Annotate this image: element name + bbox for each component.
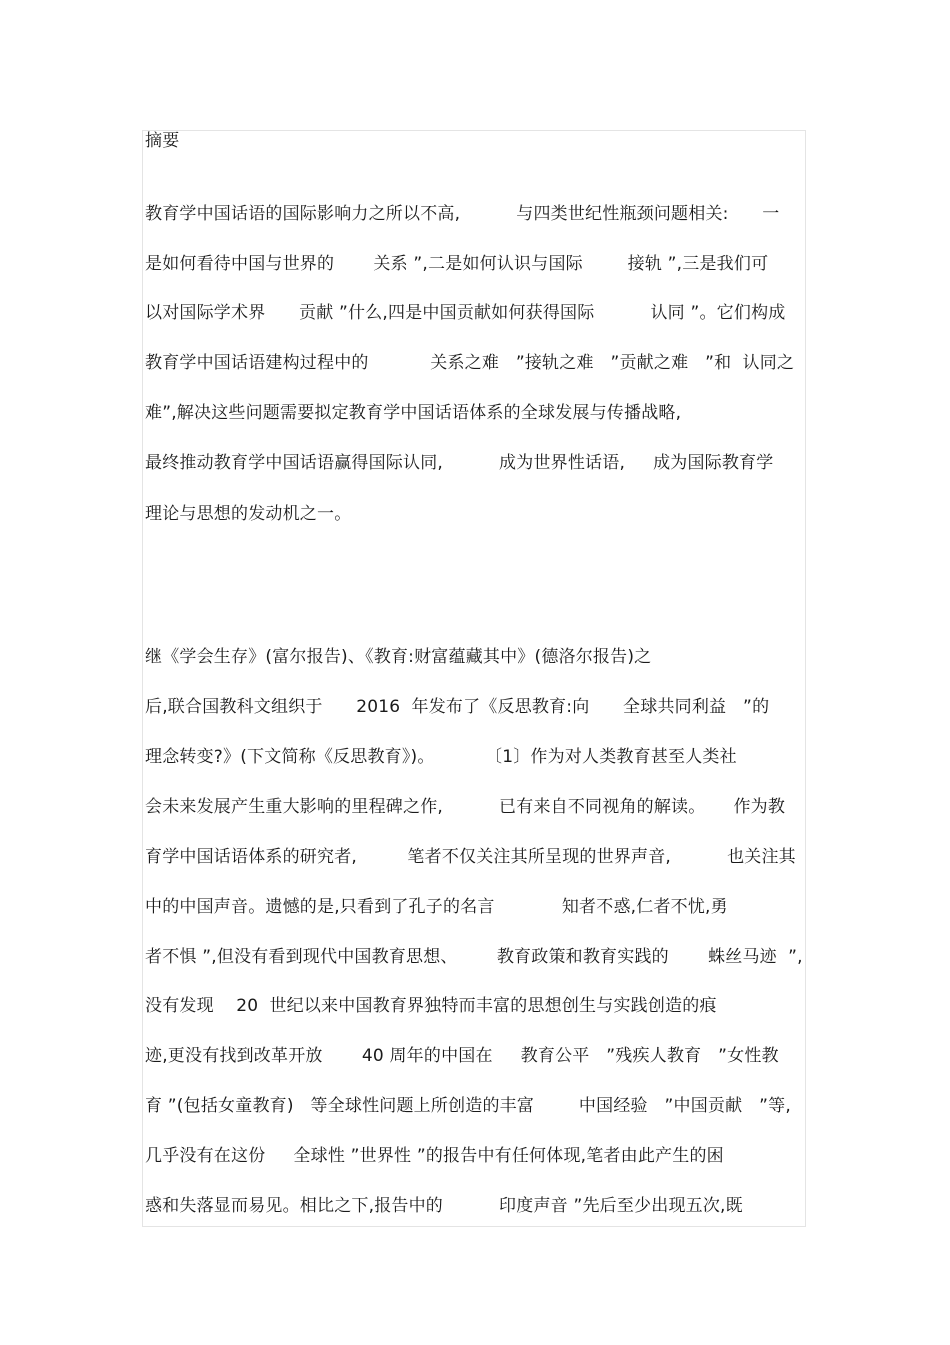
section-heading: 摘要 [145,131,180,151]
body-line: 惑和失落显而易见。相比之下,报告中的 印度声音 ”先后至少出现五次,既 [145,1196,743,1216]
body-line: 育学中国话语体系的研究者, 笔者不仅关注其所呈现的世界声音, 也关注其 [145,847,796,867]
body-line: 者不惧 ”,但没有看到现代中国教育思想、 教育政策和教育实践的 蛛丝马迹 ”, [145,947,803,967]
body-line: 迹,更没有找到改革开放 40 周年的中国在 教育公平 ”残疾人教育 ”女性教 [145,1046,779,1066]
abstract-line: 教育学中国话语建构过程中的 关系之难 ”接轨之难 ”贡献之难 ”和 认同之 [145,353,795,373]
body-line: 育 ”(包括女童教育) 等全球性问题上所创造的丰富 中国经验 ”中国贡献 ”等, [145,1096,791,1116]
body-line: 理念转变?》(下文简称《反思教育》)。 〔1〕作为对人类教育甚至人类社 [145,747,737,767]
abstract-line: 是如何看待中国与世界的 关系 ”,二是如何认识与国际 接轨 ”,三是我们可 [145,254,769,274]
abstract-line: 以对国际学术界 贡献 ”什么,四是中国贡献如何获得国际 认同 ”。它们构成 [145,303,786,323]
abstract-line: 教育学中国话语的国际影响力之所以不高, 与四类世纪性瓶颈问题相关: 一 [145,204,780,224]
body-line: 后,联合国教科文组织于 2016 年发布了《反思教育:向 全球共同利益 ”的 [145,697,770,717]
abstract-line: 难”,解决这些问题需要拟定教育学中国话语体系的全球发展与传播战略, [145,403,682,423]
body-line: 几乎没有在这份 全球性 ”世界性 ”的报告中有任何体现,笔者由此产生的困 [145,1146,724,1166]
abstract-line: 理论与思想的发动机之一。 [145,504,352,524]
body-line: 中的中国声音。遗憾的是,只看到了孔子的名言 知者不惑,仁者不忧,勇 [145,897,728,917]
body-line: 会未来发展产生重大影响的里程碑之作, 已有来自不同视角的解读。 作为教 [145,797,786,817]
abstract-line: 最终推动教育学中国话语赢得国际认同, 成为世界性话语, 成为国际教育学 [145,453,774,473]
body-line: 继《学会生存》(富尔报告)、《教育:财富蕴藏其中》(德洛尔报告)之 [145,647,652,667]
body-line: 没有发现 20 世纪以来中国教育界独特而丰富的思想创生与实践创造的痕 [145,996,717,1016]
